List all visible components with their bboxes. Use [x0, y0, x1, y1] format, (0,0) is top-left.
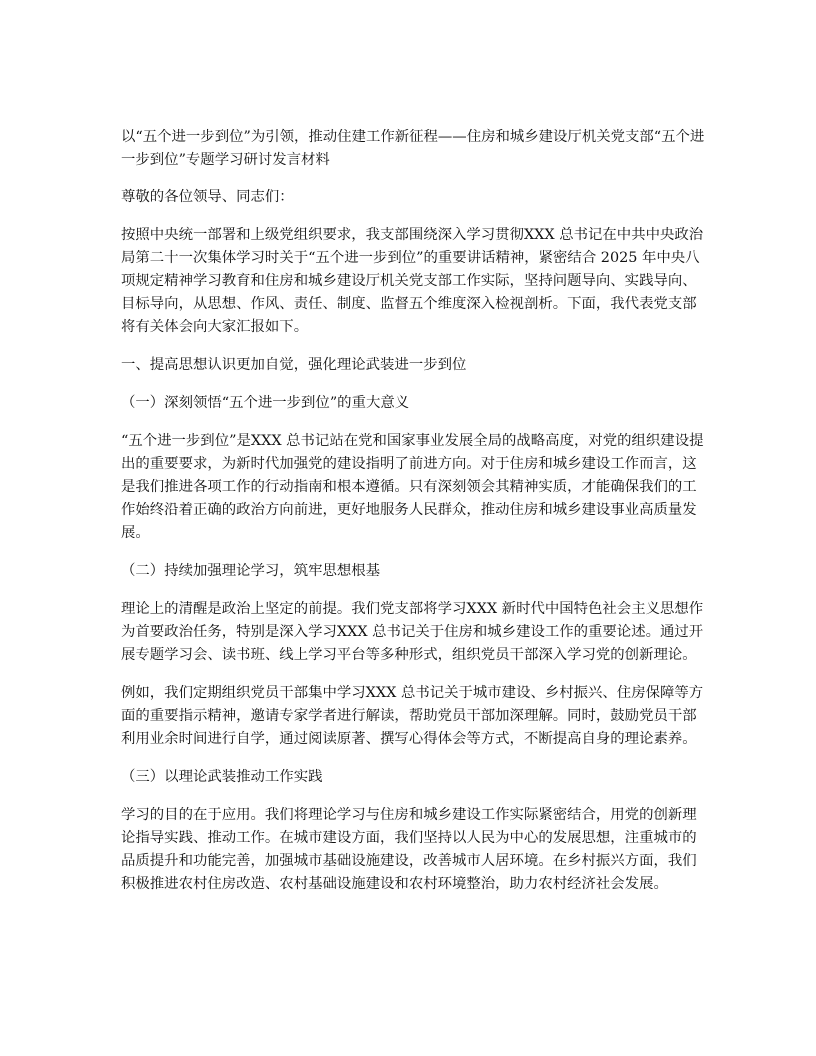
subsection-2-heading: （二）持续加强理论学习，筑牢思想根基 [121, 563, 381, 579]
section-1-heading: 一、提高思想认识更加自觉，强化理论武装进一步到位 [121, 357, 467, 373]
subsection-3-heading: （三）以理论武装推动工作实践 [121, 769, 323, 785]
document-body [121, 126, 711, 911]
subsection-3-paragraph: 学习的目的在于应用。我们将理论学习与住房和城乡建设工作实际紧密结合，用党的创新理论指导实践、推动工作。在城市建设方面，我们坚持以人民为中心的发展思想，注重城市的品质提升和功能完善，加强城市基础设施建设，改善城市人居环境。在乡村振兴方面，我们积极推进农村住房改造、农村基础设施建设和农村环境整治，助力农村经济社会发展。 [121, 807, 697, 892]
subsection-2-paragraph-2: 例如，我们定期组织党员干部集中学习XXX 总书记关于城市建设、乡村振兴、住房保障等方面的重要指示精神，邀请专家学者进行解读，帮助党员干部加深理解。同时，鼓励党员干部利用业余时间进行自学，通过阅读原著、撰写心得体会等方式，不断提高自身的理论素养。 [121, 685, 704, 747]
intro-paragraph: 按照中央统一部署和上级党组织要求，我支部围绕深入学习贯彻XXX 总书记在中共中央政治局第二十一次集体学习时关于“五个进一步到位”的重要讲话精神，紧密结合 2025 年中央八项规定精神学习教育和住房和城乡建设厅机关党支部工作实际，坚持问题导向、实践导向、目标导向，从思想、作风、责任、制度、监督五个维度深入检视剖析。下面，我代表党支部将有关体会向大家汇报如下。 [121, 227, 704, 335]
subsection-1-heading: （一）深刻领悟“五个进一步到位”的重大意义 [121, 395, 410, 411]
salutation: 尊敬的各位领导、同志们： [121, 189, 294, 205]
document-title: 以“五个进一步到位”为引领，推动住建工作新征程——住房和城乡建设厅机关党支部“五个进一步到位”专题学习研讨发言材料 [121, 129, 705, 168]
subsection-1-paragraph: “五个进一步到位”是XXX 总书记站在党和国家事业发展全局的战略高度，对党的组织建设提出的重要要求，为新时代加强党的建设指明了前进方向。对于住房和城乡建设工作而言，这是我们推进各项工作的行动指南和根本遵循。只有深刻领会其精神实质，才能确保我们的工作始终沿着正确的政治方向前进，更好地服务人民群众，推动住房和城乡建设事业高质量发展。 [121, 433, 704, 541]
subsection-2-paragraph-1: 理论上的清醒是政治上坚定的前提。我们党支部将学习XXX 新时代中国特色社会主义思想作为首要政治任务，特别是深入学习XXX 总书记关于住房和城乡建设工作的重要论述。通过开展专题学习会、读书班、线上学习平台等多种形式，组织党员干部深入学习党的创新理论。 [121, 601, 704, 663]
